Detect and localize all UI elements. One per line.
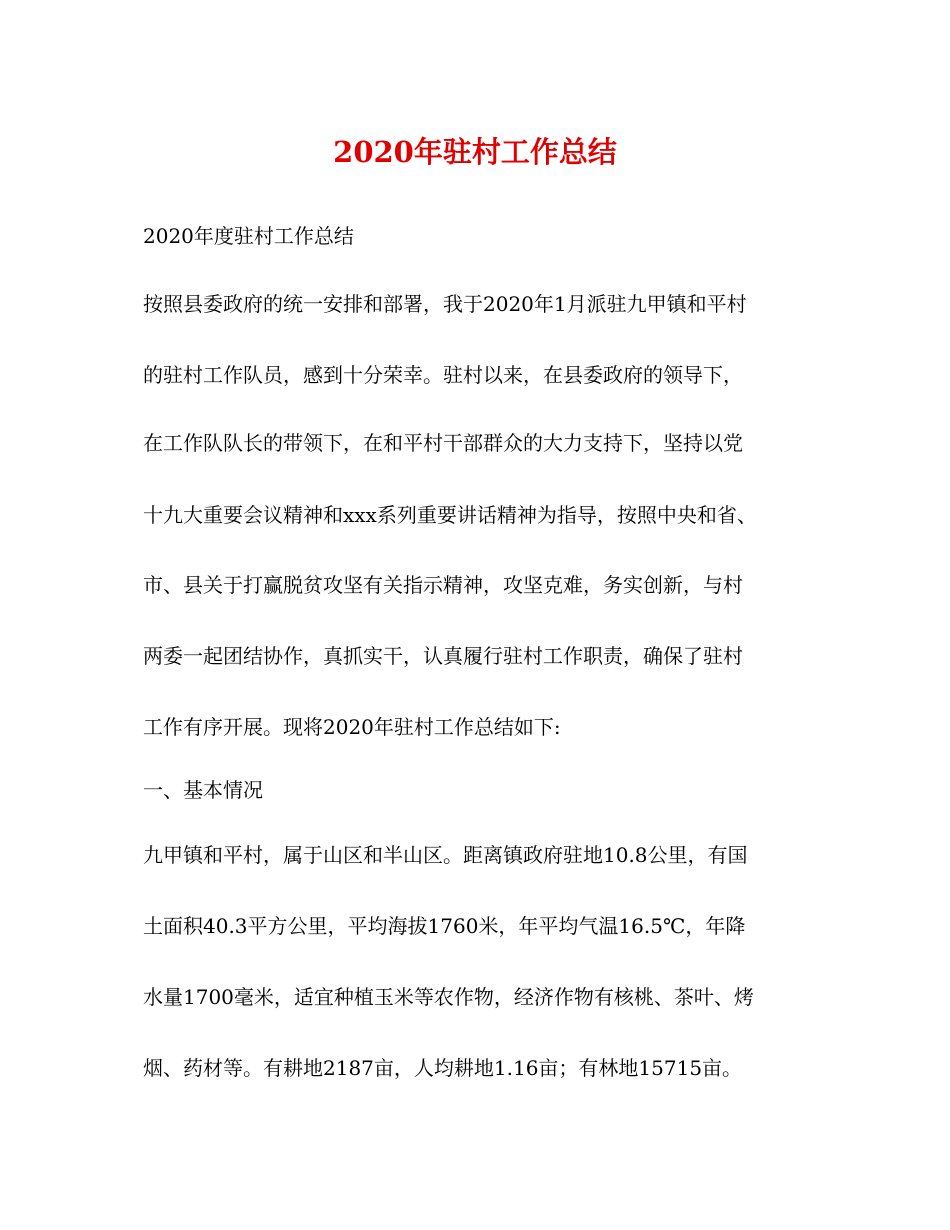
paragraph-line: 在工作队队长的带领下，在和平村干部群众的大力支持下，坚持以党 [143, 431, 743, 455]
paragraph-line: 水量1700毫米，适宜种植玉米等农作物，经济作物有核桃、茶叶、烤 [143, 985, 754, 1009]
paragraph-line: 工作有序开展。现将2020年驻村工作总结如下: [143, 715, 561, 739]
paragraph-line: 的驻村工作队员，感到十分荣幸。驻村以来，在县委政府的领导下， [143, 363, 743, 387]
paragraph-line: 市、县关于打赢脱贫攻坚有关指示精神，攻坚克难，务实创新，与村 [143, 573, 743, 597]
paragraph-line: 两委一起团结协作，真抓实干，认真履行驻村工作职责，确保了驻村 [143, 644, 743, 668]
paragraph-line: 十九大重要会议精神和xxx系列重要讲话精神为指导，按照中央和省、 [143, 503, 757, 527]
document-title: 2020年驻村工作总结 [333, 135, 617, 169]
paragraph-line: 土面积40.3平方公里，平均海拔1760米，年平均气温16.5℃，年降 [143, 914, 746, 938]
subtitle-line: 2020年度驻村工作总结 [143, 224, 354, 248]
paragraph-line: 九甲镇和平村，属于山区和半山区。距离镇政府驻地10.8公里，有国 [143, 843, 748, 867]
paragraph-line: 烟、药材等。有耕地2187亩，人均耕地1.16亩；有林地15715亩。 [143, 1056, 743, 1080]
section-heading: 一、基本情况 [143, 778, 263, 802]
paragraph-line: 按照县委政府的统一安排和部署，我于2020年1月派驻九甲镇和平村 [143, 292, 747, 316]
